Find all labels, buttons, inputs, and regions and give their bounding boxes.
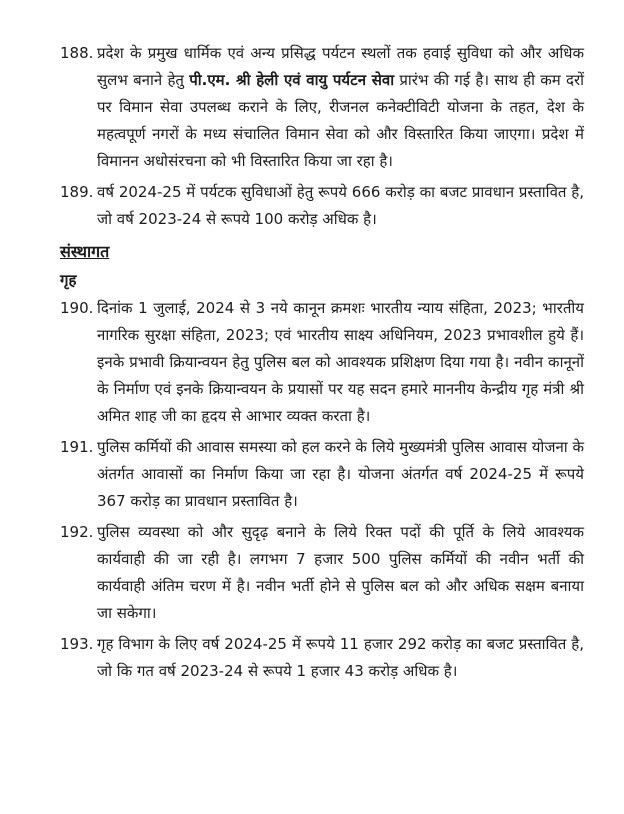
- paragraph-text: पुलिस कर्मियों की आवास समस्या को हल करने के लिये मुख्यमंत्री पुलिस आवास योजना के अंतर्गत आवासों का निर्माण किया जा रहा है। योजना अंतर्गत वर्ष 2024-25 में रूपये 367 करोड़ का प्रावधान प्रस्तावित है।: [97, 438, 584, 510]
- paragraph-text: प्रदेश के प्रमुख धार्मिक एवं अन्य प्रसिद्ध पर्यटन स्थलों तक हवाई सुविधा को और अधिक सुलभ बनाने हेतु: [97, 44, 584, 89]
- paragraph-text: पुलिस व्यवस्था को और सुदृढ़ बनाने के लिये रिक्त पदों की पूर्ति के लिये आवश्यक कार्यवाही की जा रही है। लगभग 7 हजार 500 पुलिस कर्मियों की नवीन भर्ती की कार्यवाही अंतिम चरण में है। नवीन भर्ती होने से पुलिस बल को और अधिक सक्षम बनाया जा सकेगा।: [97, 523, 584, 622]
- paragraph-189: [60, 179, 584, 233]
- paragraph-number: 191.: [60, 438, 94, 456]
- paragraph-190: [60, 295, 584, 430]
- paragraph-text: दिनांक 1 जुलाई, 2024 से 3 नये कानून क्रमशः भारतीय न्याय संहिता, 2023; भारतीय नागरिक सुरक्षा संहिता, 2023; एवं भारतीय साक्ष्य अधिनियम, 2023 प्रभावशील हुये हैं। इनके प्रभावी क्रियान्वयन हेतु पुलिस बल को आवश्यक प्रशिक्षण दिया गया है। नवीन कानूनों के निर्माण एवं इनके क्रियान्वयन के प्रयासों पर यह सदन हमारे माननीय केन्द्रीय गृह मंत्री श्री अमित शाह जी का हृदय से आभार व्यक्त करता है।: [97, 299, 584, 425]
- paragraph-text: गृह विभाग के लिए वर्ष 2024-25 में रूपये 11 हजार 292 करोड़ का बजट प्रस्तावित है, जो कि गत वर्ष 2023-24 से रूपये 1 हजार 43 करोड़ अधिक है।: [97, 635, 584, 680]
- paragraph-number: 188.: [60, 44, 94, 62]
- paragraph-number: 193.: [60, 635, 94, 653]
- paragraph-188: [60, 40, 584, 175]
- sub-heading: गृह: [60, 271, 77, 289]
- paragraph-number: 190.: [60, 299, 94, 317]
- paragraph-191: [60, 434, 584, 515]
- paragraph-text-cont: प्रारंभ की गई है। साथ ही कम दरों पर विमान सेवा उपलब्ध कराने के लिए, रीजनल कनेक्टीविटी योजना के तहत, देश के महत्वपूर्ण नगरों के मध्य संचालित विमान सेवा को और विस्तारित किया जाएगा। प्रदेश में विमानन अधोसंरचना को भी विस्तारित किया जा रहा है।: [97, 71, 584, 170]
- paragraph-number: 192.: [60, 523, 94, 541]
- paragraph-number: 189.: [60, 183, 94, 201]
- bold-scheme-name: पी.एम. श्री हेली एवं वायु पर्यटन सेवा: [189, 71, 395, 89]
- paragraph-193: [60, 631, 584, 685]
- paragraph-192: [60, 519, 584, 627]
- paragraph-text: वर्ष 2024-25 में पर्यटक सुविधाओं हेतु रूपये 666 करोड़ का बजट प्रावधान प्रस्तावित है, जो वर्ष 2023-24 से रूपये 100 करोड़ अधिक है।: [97, 183, 584, 228]
- section-heading: संस्थागत: [60, 242, 110, 261]
